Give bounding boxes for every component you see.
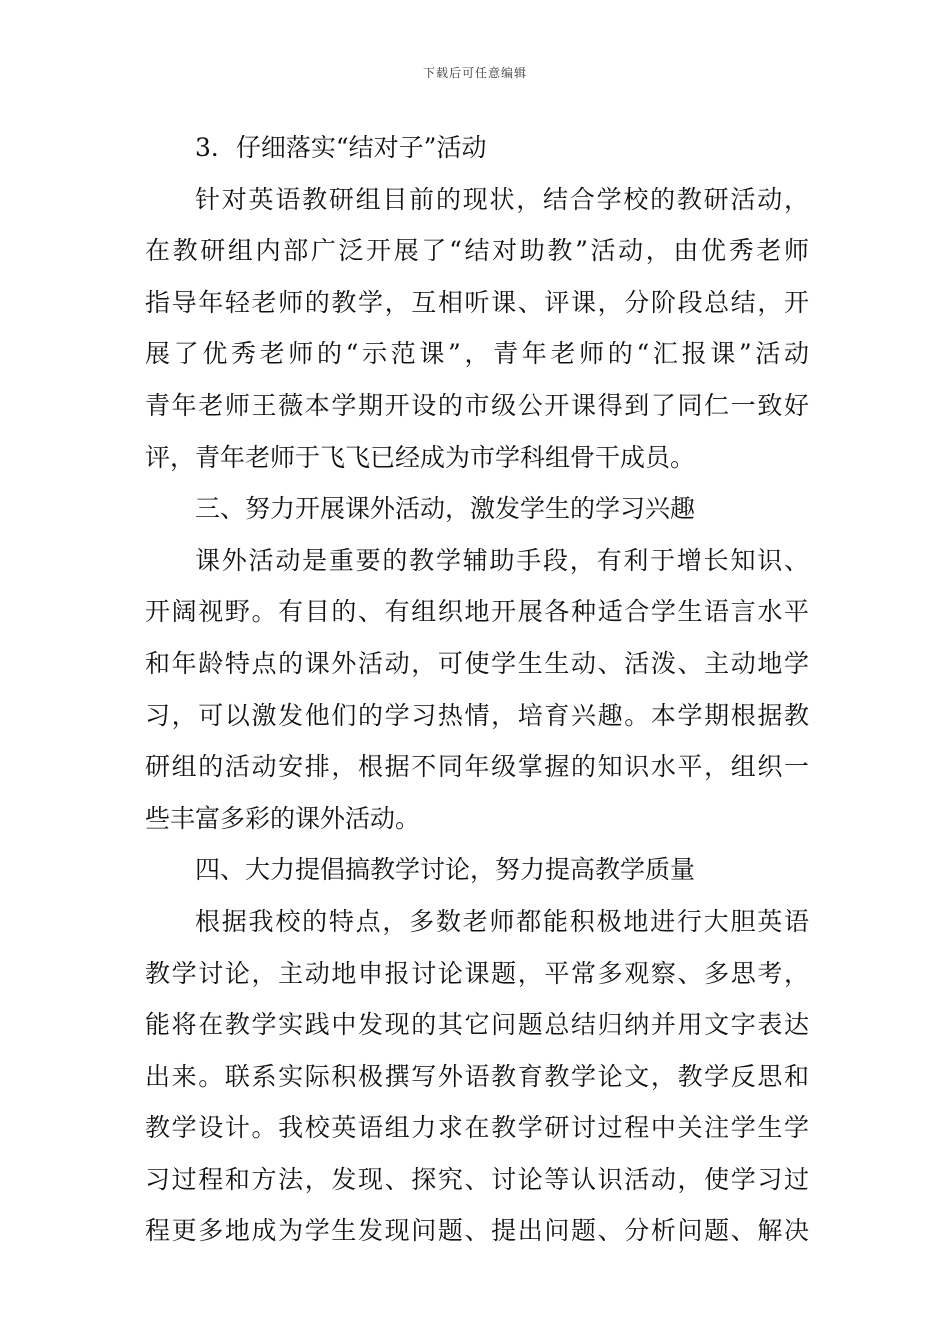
paragraph-line: 根据我校的特点，多数老师都能积极地进行大胆英语 xyxy=(195,906,809,936)
paragraph-line: 些丰富多彩的课外活动。 xyxy=(145,803,421,833)
paragraph-line: 评，青年老师于飞飞已经成为市学科组骨干成员。 xyxy=(145,442,696,472)
paragraph-line: 程更多地成为学生发现问题、提出问题、分析问题、解决 xyxy=(145,1216,809,1246)
paragraph-line: 教学设计。我校英语组力求在教学研讨过程中关注学生学 xyxy=(145,1113,809,1143)
paragraph-line: 习，可以激发他们的学习热情，培育兴趣。本学期根据教 xyxy=(145,700,809,730)
section-heading-extracurricular: 三、努力开展课外活动，激发学生的学习兴趣 xyxy=(195,494,696,524)
paragraph-line: 青年老师王薇本学期开设的市级公开课得到了同仁一致好 xyxy=(145,390,809,420)
paragraph-line: 出来。联系实际积极撰写外语教育教学论文，教学反思和 xyxy=(145,1061,809,1091)
document-body xyxy=(145,122,809,1257)
paragraph-line: 在教研组内部广泛开展了“结对助教”活动，由优秀老师 xyxy=(145,236,809,266)
paragraph-line: 开阔视野。有目的、有组织地开展各种适合学生语言水平 xyxy=(145,597,809,627)
paragraph-line: 展了优秀老师的“示范课”，青年老师的“汇报课”活动 xyxy=(145,339,809,369)
paragraph-line: 习过程和方法，发现、探究、讨论等认识活动，使学习过 xyxy=(145,1164,809,1194)
section-heading-teaching-discussion: 四、大力提倡搞教学讨论，努力提高教学质量 xyxy=(195,855,696,885)
paragraph-line: 和年龄特点的课外活动，可使学生生动、活泼、主动地学 xyxy=(145,648,809,678)
section-heading-3: 3．仔细落实“结对子”活动 xyxy=(195,133,487,162)
paragraph-line: 指导年轻老师的教学，互相听课、评课，分阶段总结，开 xyxy=(145,287,809,317)
paragraph-line: 研组的活动安排，根据不同年级掌握的知识水平，组织一 xyxy=(145,752,809,782)
paragraph-line: 教学讨论，主动地申报讨论课题，平常多观察、多思考， xyxy=(145,958,809,988)
paragraph-line: 针对英语教研组目前的现状，结合学校的教研活动， xyxy=(195,184,809,214)
paragraph-line: 能将在教学实践中发现的其它问题总结归纳并用文字表达 xyxy=(145,1010,809,1040)
page-header-note: 下载后可任意编辑 xyxy=(422,66,527,80)
paragraph-line: 课外活动是重要的教学辅助手段，有利于增长知识、 xyxy=(195,545,809,575)
